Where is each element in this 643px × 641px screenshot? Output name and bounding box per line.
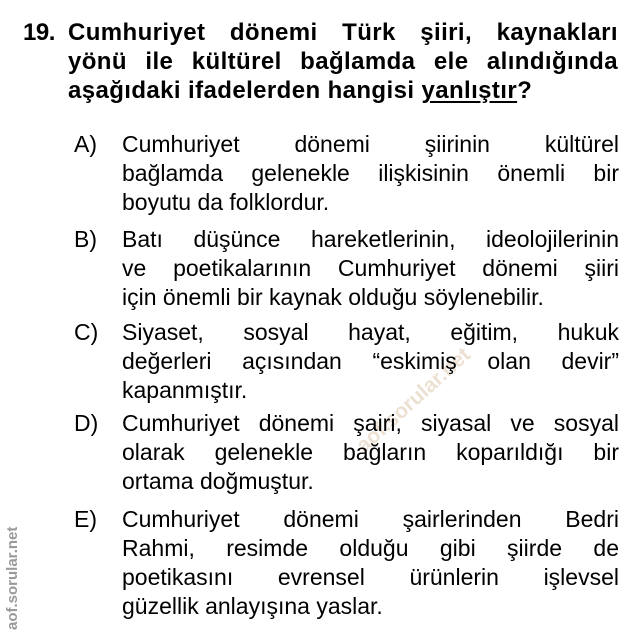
side-watermark: aof.sorular.net [4, 526, 21, 630]
option-line: Cumhuriyet dönemi şiirinin kültürel [122, 131, 619, 157]
question-line: Cumhuriyet dönemi Türk şiiri, kaynakları [68, 19, 618, 46]
option-line: güzellik anlayışına yaslar. [122, 593, 383, 619]
diagonal-watermark: aof.sorular.net [352, 343, 475, 458]
option-letter: A) [74, 131, 97, 157]
option-line: Cumhuriyet dönemi şairlerinden Bedri [122, 506, 619, 532]
option-line: poetikasını evrensel ürünlerin işlevsel [122, 564, 619, 590]
option-line: boyutu da folklordur. [122, 189, 330, 215]
option-line: için önemli bir kaynak olduğu söylenebilir. [122, 284, 544, 310]
option-letter: D) [74, 410, 99, 436]
option-line: kapanmıştır. [122, 377, 248, 403]
question-stem [68, 18, 618, 105]
question-line: yönü ile kültürel bağlamda ele alındığında [68, 48, 618, 75]
option-letter: E) [74, 506, 97, 532]
option-line: değerleri açısından “eskimiş olan devir” [122, 348, 619, 374]
question-line [68, 76, 618, 105]
option-line: Cumhuriyet dönemi şairi, siyasal ve sosyal [122, 410, 619, 436]
option-line: bağlamda gelenekle ilişkisinin önemli bir [122, 160, 619, 186]
question-mark: ? [517, 77, 533, 104]
option-letter: B) [74, 226, 97, 252]
option-text [122, 409, 619, 496]
option-line: olarak gelenekle bağların koparıldığı bir [122, 439, 619, 465]
option-line: ortama doğmuştur. [122, 468, 314, 494]
option-text [122, 505, 619, 621]
option-line: Siyaset, sosyal hayat, eğitim, hukuk [122, 319, 619, 345]
option-text [122, 225, 619, 312]
question-line-text: aşağıdaki ifadelerden hangisi [68, 77, 422, 104]
option-text [122, 318, 619, 405]
option-line: Batı düşünce hareketlerinin, ideolojilerinin [122, 226, 619, 252]
option-line: Rahmi, resimde olduğu gibi şiirde de [122, 535, 619, 561]
option-letter: C) [74, 319, 99, 345]
emphasis-word: yanlıştır [421, 77, 518, 104]
question-number: 19. [23, 19, 55, 46]
option-text [122, 130, 619, 217]
option-line: ve poetikalarının Cumhuriyet dönemi şiiri [122, 255, 619, 281]
